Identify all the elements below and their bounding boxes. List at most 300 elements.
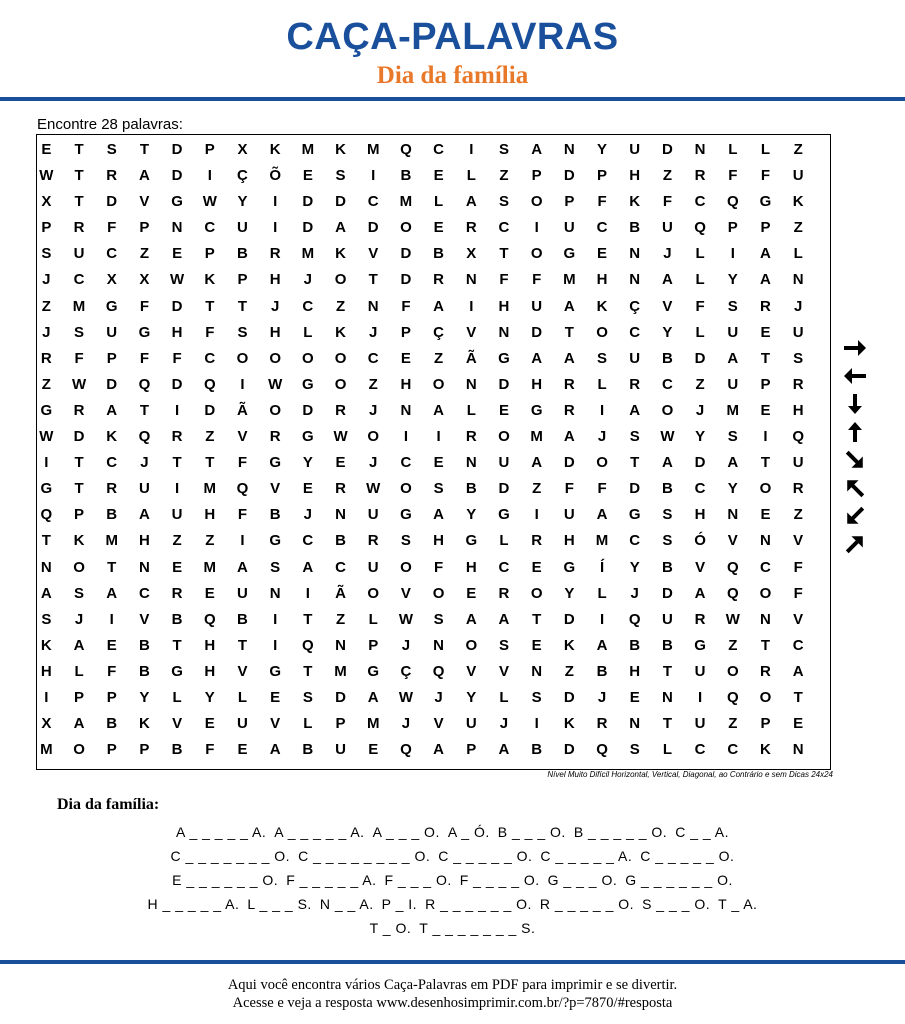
grid-cell: O (465, 636, 478, 654)
grid-cell: A (760, 271, 771, 289)
grid-cell: X (139, 271, 150, 289)
grid-cell: S (74, 323, 85, 341)
grid-cell: B (629, 219, 641, 237)
grid-cell: J (793, 297, 803, 315)
grid-cell: Y (139, 688, 150, 706)
grid-cell: E (41, 141, 52, 158)
word-list-title: Dia da família: (57, 796, 160, 813)
grid-cell: S (662, 532, 673, 550)
grid-cell: O (759, 688, 772, 706)
grid-cell: Ç (629, 297, 641, 315)
word-clue: A _ _ _ _ _ A. (175, 824, 267, 840)
grid-cell: M (301, 141, 315, 158)
grid-cell: T (564, 323, 574, 341)
grid-cell: P (106, 688, 117, 706)
grid-cell: I (273, 219, 278, 237)
grid-cell: H (465, 558, 477, 576)
grid-cell: M (105, 532, 118, 550)
grid-cell: A (760, 245, 771, 263)
left-arrow-icon (842, 365, 868, 387)
grid-cell: N (661, 688, 673, 706)
grid-cell: S (498, 141, 509, 158)
grid-cell: B (531, 741, 543, 759)
grid-cell: N (727, 506, 739, 524)
grid-cell: D (302, 193, 314, 211)
grid-cell: L (303, 323, 313, 341)
grid-cell: C (367, 349, 379, 367)
grid-cell: N (40, 558, 52, 576)
grid-cell: T (205, 454, 215, 472)
grid-cell: N (335, 506, 346, 524)
grid-cell: D (563, 741, 575, 759)
grid-cell: A (563, 349, 575, 367)
grid-cell: Z (172, 532, 182, 550)
grid-cell: H (138, 532, 150, 550)
grid-cell: G (171, 193, 183, 211)
grid-cell: Z (205, 428, 215, 446)
grid-cell: T (532, 610, 542, 628)
grid-cell: P (466, 741, 477, 759)
grid-cell: D (400, 271, 412, 289)
grid-cell: K (335, 141, 346, 158)
word-clue: H _ _ _ _ _ A. (147, 896, 240, 912)
grid-cell: B (400, 167, 412, 185)
grid-cell: E (302, 167, 313, 185)
grid-cell: L (434, 193, 444, 211)
grid-cell: F (139, 349, 149, 367)
grid-cell: U (106, 323, 118, 341)
grid-cell: V (139, 193, 150, 211)
down-left-arrow-icon (842, 505, 868, 527)
grid-cell: T (205, 297, 215, 315)
grid-cell: P (564, 193, 575, 211)
grid-cell: R (694, 610, 706, 628)
grid-cell: Q (726, 688, 739, 706)
grid-cell: V (270, 480, 281, 498)
grid-cell: Z (695, 375, 705, 393)
grid-cell: Y (466, 506, 477, 524)
grid-cell: M (334, 662, 347, 680)
grid-cell: Z (41, 375, 51, 393)
grid-cell: C (694, 741, 706, 759)
grid-cell: O (530, 584, 543, 602)
word-clue: A _ _ _ _ _ A. (274, 824, 365, 840)
grid-cell: Y (662, 323, 673, 341)
grid-cell: O (302, 349, 314, 367)
word-clue: F _ _ _ _ _ A. (286, 872, 377, 888)
grid-cell: G (40, 401, 53, 419)
grid-cell: S (727, 297, 738, 315)
grid-cell: J (695, 401, 705, 419)
grid-cell: C (106, 454, 118, 472)
grid-cell: A (563, 297, 575, 315)
word-clue: C _ _ A. (675, 824, 730, 840)
grid-cell: S (433, 610, 444, 628)
grid-cell: E (237, 741, 248, 759)
grid-cell: E (793, 715, 804, 733)
grid-cell: G (530, 401, 543, 419)
grid-cell: O (530, 193, 543, 211)
grid-cell: D (629, 480, 641, 498)
grid-cell: V (727, 532, 738, 550)
grid-cell: R (498, 584, 510, 602)
grid-cell: T (172, 636, 182, 654)
grid-cell: W (202, 193, 217, 211)
grid-cell: E (760, 401, 771, 419)
grid-cell: A (596, 636, 608, 654)
up-arrow-icon (842, 421, 868, 443)
grid-cell: Q (726, 558, 739, 576)
grid-cell: S (629, 741, 640, 759)
grid-cell: Z (793, 219, 803, 237)
word-clue: C _ _ _ _ _ O. (640, 848, 735, 864)
grid-cell: U (335, 741, 346, 759)
grid-cell: R (760, 297, 771, 315)
grid-cell: Y (695, 428, 706, 446)
word-clue: S _ _ _ O. (642, 896, 711, 912)
grid-cell: Z (793, 141, 803, 158)
grid-cell: R (106, 167, 118, 185)
grid-cell: I (44, 688, 49, 706)
grid-cell: M (366, 715, 380, 733)
grid-cell: F (532, 271, 542, 289)
grid-cell: R (335, 401, 346, 419)
grid-cell: D (563, 688, 575, 706)
grid-cell: H (792, 401, 804, 419)
grid-cell: N (531, 662, 543, 680)
grid-cell: E (531, 636, 542, 654)
grid-cell: C (694, 480, 706, 498)
grid-cell: T (499, 245, 509, 263)
grid-cell: T (139, 401, 149, 419)
grid-cell: K (335, 323, 346, 341)
grid-cell: N (335, 636, 346, 654)
grid-cell: U (138, 480, 150, 498)
grid-cell: J (401, 636, 411, 654)
grid-cell: A (269, 741, 281, 759)
grid-cell: P (368, 636, 379, 654)
grid-cell: K (106, 428, 118, 446)
grid-cell: N (367, 297, 379, 315)
grid-cell: S (498, 636, 509, 654)
grid-cell: I (240, 375, 245, 393)
grid-cell: W (366, 480, 381, 498)
grid-cell: A (73, 715, 85, 733)
grid-cell: P (74, 506, 85, 524)
grid-cell: Q (694, 219, 706, 237)
grid-cell: S (41, 610, 52, 628)
grid-cell: Ã (335, 584, 346, 602)
grid-cell: G (694, 636, 706, 654)
grid-cell: C (629, 323, 641, 341)
grid-cell: N (792, 271, 804, 289)
grid-cell: V (270, 715, 281, 733)
grid-cell: T (237, 297, 248, 315)
grid-cell: I (436, 428, 441, 446)
grid-cell: U (465, 715, 477, 733)
puzzle-subtitle: Dia da família (376, 62, 529, 89)
grid-cell: O (759, 584, 772, 602)
grid-cell: I (273, 610, 278, 628)
grid-cell: I (371, 167, 376, 185)
grid-cell: R (40, 349, 52, 367)
grid-cell: O (432, 375, 445, 393)
grid-cell: Y (302, 454, 313, 472)
grid-cell: O (596, 454, 608, 472)
grid-cell: M (301, 245, 315, 263)
grid-cell: X (237, 141, 248, 158)
grid-cell: A (433, 506, 445, 524)
grid-cell: E (368, 741, 379, 759)
grid-cell: E (597, 245, 608, 263)
grid-cell: Q (792, 428, 804, 446)
grid-cell: Ã (237, 401, 248, 419)
word-list-line (0, 844, 905, 868)
grid-cell: O (236, 349, 249, 367)
grid-cell: D (661, 584, 673, 602)
grid-cell: B (237, 245, 248, 263)
grid-cell: U (367, 506, 379, 524)
grid-cell: Õ (269, 167, 281, 185)
grid-cell: Q (432, 662, 445, 680)
grid-cell: A (433, 297, 445, 315)
grid-cell: V (793, 610, 804, 628)
grid-cell: S (597, 349, 608, 367)
grid-cell: Q (138, 375, 151, 393)
grid-cell: Q (400, 741, 412, 759)
grid-cell: E (172, 558, 183, 576)
grid-cell: R (73, 401, 85, 419)
up-right-arrow-icon (842, 533, 868, 555)
grid-cell: C (138, 584, 150, 602)
grid-cell: H (498, 297, 510, 315)
grid-cell: S (400, 532, 411, 550)
grid-cell: V (466, 662, 477, 680)
word-clue: A _ Ó. (447, 824, 490, 840)
grid-cell: A (106, 401, 118, 419)
grid-cell: B (335, 532, 346, 550)
grid-cell: G (40, 480, 53, 498)
word-clue: F _ _ _ _ O. (459, 872, 540, 888)
grid-cell: V (466, 323, 477, 341)
grid-cell: G (759, 193, 772, 211)
grid-cell: R (106, 480, 118, 498)
grid-cell: P (74, 688, 85, 706)
grid-cell: Ç (237, 167, 248, 185)
word-list (0, 820, 905, 940)
grid-cell: F (205, 741, 215, 759)
grid-cell: Q (40, 506, 53, 524)
grid-cell: D (171, 375, 183, 393)
grid-cell: H (269, 271, 281, 289)
grid-cell: R (269, 245, 281, 263)
instruction-text: Encontre 28 palavras: (37, 116, 183, 133)
word-clue: T _ O. (369, 920, 412, 936)
grid-cell: K (40, 636, 52, 654)
grid-cell: E (106, 636, 117, 654)
grid-cell: M (203, 558, 217, 576)
grid-cell: S (302, 688, 313, 706)
grid-cell: B (269, 506, 281, 524)
grid-cell: A (727, 454, 739, 472)
grid-cell: C (204, 349, 216, 367)
grid-cell: U (367, 558, 379, 576)
grid-cell: G (400, 506, 412, 524)
grid-cell: L (368, 610, 378, 628)
grid-cell: G (465, 532, 478, 550)
grid-cell: I (273, 636, 278, 654)
grid-cell: J (630, 584, 639, 602)
grid-cell: H (269, 323, 281, 341)
grid-cell: C (302, 297, 314, 315)
grid-cell: K (335, 245, 346, 263)
grid-cell: V (433, 715, 444, 733)
grid-cell: A (433, 741, 445, 759)
grid-cell: D (106, 375, 118, 393)
grid-cell: J (303, 506, 313, 524)
grid-cell: C (400, 454, 412, 472)
word-list-line (0, 916, 905, 940)
grid-cell: D (171, 141, 183, 158)
grid-cell: F (793, 584, 803, 602)
grid-cell: L (499, 532, 509, 550)
grid-cell: J (74, 610, 84, 628)
grid-cell: K (138, 715, 150, 733)
grid-cell: F (237, 506, 248, 524)
grid-cell: V (172, 715, 183, 733)
grid-cell: X (41, 193, 52, 211)
grid-cell: J (499, 715, 509, 733)
grid-cell: D (694, 454, 706, 472)
grid-cell: C (73, 271, 85, 289)
grid-cell: L (499, 688, 509, 706)
grid-cell: H (433, 532, 445, 550)
grid-cell: Q (596, 741, 608, 759)
grid-cell: A (792, 662, 804, 680)
grid-cell: D (302, 401, 314, 419)
grid-cell: N (760, 610, 771, 628)
grid-cell: G (105, 297, 118, 315)
grid-cell: R (367, 532, 379, 550)
word-clue: R _ _ _ _ _ O. (539, 896, 635, 912)
grid-cell: N (269, 584, 281, 602)
grid-cell: B (596, 662, 608, 680)
grid-cell: E (335, 454, 346, 472)
grid-cell: A (727, 349, 739, 367)
grid-cell: G (367, 662, 380, 680)
grid-cell: L (597, 584, 607, 602)
grid-cell: F (74, 349, 84, 367)
grid-cell: T (368, 271, 378, 289)
word-clue: P _ I. (381, 896, 418, 912)
grid-cell: P (760, 375, 771, 393)
grid-cell: A (367, 688, 379, 706)
grid-cell: E (400, 349, 411, 367)
grid-cell: F (564, 480, 574, 498)
grid-cell: Q (203, 610, 216, 628)
grid-cell: O (661, 401, 674, 419)
grid-cell: W (725, 610, 740, 628)
grid-cell: S (629, 428, 640, 446)
grid-cell: B (661, 558, 673, 576)
grid-cell: Z (728, 636, 738, 654)
grid-cell: Z (368, 375, 378, 393)
grid-cell: A (629, 401, 641, 419)
grid-cell: E (433, 167, 444, 185)
grid-cell: J (303, 271, 313, 289)
grid-cell: J (663, 245, 672, 263)
grid-cell: K (269, 141, 281, 158)
grid-cell: R (73, 219, 85, 237)
grid-cell: W (39, 428, 54, 446)
grid-cell: Ç (433, 323, 445, 341)
grid-cell: W (39, 167, 54, 185)
grid-cell: Q (138, 428, 151, 446)
down-arrow-icon (842, 393, 868, 415)
grid-cell: P (531, 167, 542, 185)
grid-cell: A (433, 401, 445, 419)
grid-cell: I (305, 584, 310, 602)
word-clue: N _ _ A. (319, 896, 374, 912)
grid-cell: C (433, 141, 445, 158)
word-list-line (0, 892, 905, 916)
word-clue: C _ _ _ _ _ _ _ O. (170, 848, 291, 864)
grid-cell: M (40, 741, 53, 759)
grid-cell: F (107, 662, 117, 680)
grid-cell: W (170, 271, 185, 289)
grid-cell: F (597, 480, 607, 498)
grid-cell: D (335, 688, 346, 706)
grid-cell: Q (302, 636, 314, 654)
grid-cell: D (335, 193, 346, 211)
grid-cell: E (270, 688, 281, 706)
grid-cell: P (139, 741, 150, 759)
down-right-arrow-icon (842, 449, 868, 471)
footer-line-2: Acesse e veja a resposta www.desenhosimprimir.com.br/?p=7870/#resposta (232, 995, 673, 1011)
grid-cell: E (302, 480, 313, 498)
grid-cell: U (171, 506, 183, 524)
grid-cell: J (42, 271, 51, 289)
grid-cell: L (466, 167, 476, 185)
grid-cell: R (171, 428, 183, 446)
grid-cell: F (107, 219, 117, 237)
grid-cell: F (499, 271, 509, 289)
grid-cell: J (270, 297, 280, 315)
grid-cell: U (563, 506, 575, 524)
grid-cell: Q (628, 610, 641, 628)
grid-cell: L (597, 375, 607, 393)
grid-cell: O (759, 480, 772, 498)
grid-cell: W (660, 428, 675, 446)
grid-cell: N (400, 401, 412, 419)
word-clue: T _ _ _ _ _ _ _ S. (419, 920, 536, 936)
grid-cell: C (596, 219, 608, 237)
footer (0, 976, 905, 1012)
grid-cell: H (204, 662, 216, 680)
grid-cell: R (596, 715, 608, 733)
grid-cell: U (727, 375, 739, 393)
grid-cell: R (760, 662, 771, 680)
grid-cell: A (106, 584, 118, 602)
grid-cell: T (303, 610, 313, 628)
grid-cell: D (302, 219, 314, 237)
grid-cell: D (204, 401, 216, 419)
grid-cell: Z (205, 532, 215, 550)
grid-cell: A (465, 193, 477, 211)
grid-cell: P (760, 219, 771, 237)
grid-cell: X (106, 271, 117, 289)
grid-cell: J (434, 688, 443, 706)
